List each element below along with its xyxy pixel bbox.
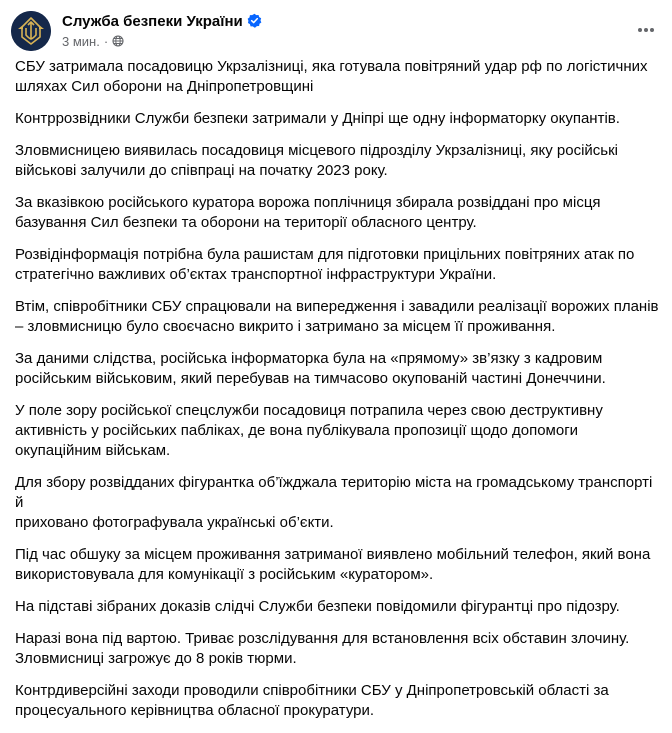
post-paragraph (15, 629, 660, 669)
post-text (15, 57, 660, 733)
verified-badge-icon (247, 13, 262, 28)
post-text-line: Для збору розвідданих фігурантка об’їжджала територію міста на громадському транспорті й (15, 474, 653, 511)
post-text-line: У поле зору російської спецслужби посадовиця потрапила через свою деструктивну (15, 402, 603, 419)
post-text-line: базування Сил безпеки та оборони на території обласного центру. (15, 214, 477, 231)
post-header (0, 0, 672, 60)
post-paragraph (15, 597, 660, 617)
post-text-line: активність у російських пабліках, де вона публікувала пропозиції щодо допомоги (15, 422, 579, 439)
post-paragraph (15, 545, 660, 585)
post-paragraph (15, 141, 660, 181)
post-text-line: процесуального керівництва обласної прокуратури. (15, 702, 375, 719)
post-paragraph (15, 193, 660, 233)
post-paragraph (15, 109, 660, 129)
post-text-line: Під час обшуку за місцем проживання затриманої виявлено мобільний телефон, який вона (15, 546, 651, 563)
post-text-line: За вказівкою російського куратора ворожа поплічниця збирала розвіддані про місця (15, 194, 601, 211)
page-name-link[interactable] (62, 12, 262, 32)
post-paragraph (15, 401, 660, 461)
post-paragraph (15, 681, 660, 721)
post-text-line: – зловмисницю було своєчасно викрито і затримано за місцем її проживання. (15, 318, 556, 335)
post-text-line: окупаційним військам. (15, 442, 171, 459)
post-text-line: використовувала для комунікації з російським «куратором». (15, 566, 434, 583)
post-text-line: СБУ затримала посадовицю Укрзалізниці, яка готувала повітряний удар рф по логістичних (15, 58, 648, 75)
post-text-line: військові залучили до співпраці на початку 2023 року. (15, 162, 388, 179)
post-text-line: Наразі вона під вартою. Триває розслідування для встановлення всіх обставин злочину. (15, 630, 630, 647)
post-text-line: стратегічно важливих об’єктах транспортної інфраструктури України. (15, 266, 497, 283)
sbu-emblem-icon (11, 11, 51, 51)
post-text-line: російським військовим, який перебував на тимчасово окупованій частині Донеччини. (15, 370, 606, 387)
post-text-line: Контррозвідники Служби безпеки затримали у Дніпрі ще одну інформаторку окупантів. (15, 110, 620, 127)
post-text-line: Контрдиверсійні заходи проводили співробітники СБУ у Дніпропетровській області за (15, 682, 609, 699)
post-text-line: приховано фотографувала українські об’єкти. (15, 514, 334, 531)
post-text-line: Зловмисниці загрожує до 8 років тюрми. (15, 650, 297, 667)
page-name[interactable]: Служба безпеки України (62, 13, 243, 30)
post-timestamp[interactable]: 3 мин. (62, 34, 100, 49)
post-paragraph (15, 57, 660, 97)
post-text-line: На підставі зібраних доказів слідчі Служби безпеки повідомили фігурантці про підозру. (15, 598, 620, 615)
post-paragraph (15, 349, 660, 389)
post-text-line: За даними слідства, російська інформаторка була на «прямому» зв’язку з кадровим (15, 350, 603, 367)
globe-icon[interactable] (112, 35, 124, 47)
post-paragraph (15, 473, 660, 533)
post-text-line: шляхах Сил оборони на Дніпропетровщині (15, 78, 314, 95)
page-avatar[interactable] (11, 11, 51, 51)
post-paragraph (15, 297, 660, 337)
post-text-line: Розвідінформація потрібна була рашистам для підготовки прицільних повітряних атак по (15, 246, 635, 263)
post-paragraph (15, 245, 660, 285)
post-text-line: Зловмисницею виявилась посадовиця місцевого підрозділу Укрзалізниці, яку російські (15, 142, 618, 159)
meta-separator: · (103, 34, 109, 49)
more-options-icon[interactable] (634, 18, 658, 42)
post-text-line: Втім, співробітники СБУ спрацювали на випередження і завадили реалізації ворожих планів (15, 298, 659, 315)
post-meta (62, 34, 124, 50)
